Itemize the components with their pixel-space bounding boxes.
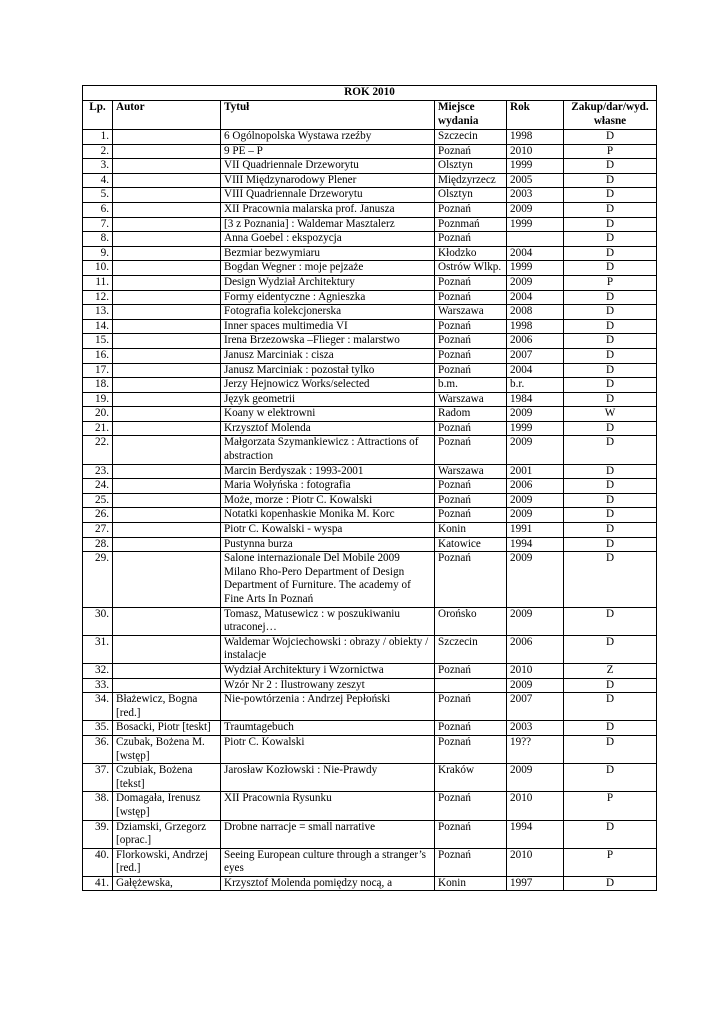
cell-tytul: Salone internazionale Del Mobile 2009 Milano Rho-Pero Department of Design Department of Furniture. The academy of Fine Arts In Poznań xyxy=(221,552,435,607)
cell-lp: 39. xyxy=(83,820,113,848)
cell-autor xyxy=(113,217,221,232)
table-row xyxy=(83,721,657,736)
col-header-rok: Rok xyxy=(507,101,564,130)
cell-autor xyxy=(113,678,221,693)
cell-tytul: Krzysztof Molenda xyxy=(221,421,435,436)
table-row xyxy=(83,820,657,848)
cell-rok: 2005 xyxy=(507,173,564,188)
col-header-tytul: Tytuł xyxy=(221,101,435,130)
cell-autor xyxy=(113,407,221,422)
table-row xyxy=(83,290,657,305)
cell-lp: 15. xyxy=(83,334,113,349)
table-row xyxy=(83,246,657,261)
cell-miejsce: Poznań xyxy=(435,363,507,378)
cell-autor xyxy=(113,508,221,523)
cell-rok: 2006 xyxy=(507,479,564,494)
cell-lp: 25. xyxy=(83,493,113,508)
cell-autor: Gałężewska, xyxy=(113,876,221,891)
cell-miejsce: Poznań xyxy=(435,552,507,607)
cell-rok: 2009 xyxy=(507,764,564,792)
cell-zrodlo: D xyxy=(564,378,657,393)
table-row xyxy=(83,848,657,876)
cell-miejsce: Poznań xyxy=(435,348,507,363)
table-row xyxy=(83,635,657,663)
cell-rok: 1991 xyxy=(507,523,564,538)
cell-zrodlo: D xyxy=(564,721,657,736)
cell-tytul: Wzór Nr 2 : Ilustrowany zeszyt xyxy=(221,678,435,693)
cell-lp: 11. xyxy=(83,275,113,290)
cell-zrodlo: D xyxy=(564,290,657,305)
col-header-lp: Lp. xyxy=(83,101,113,130)
table-row xyxy=(83,130,657,145)
cell-zrodlo: D xyxy=(564,246,657,261)
cell-lp: 23. xyxy=(83,464,113,479)
cell-autor xyxy=(113,392,221,407)
cell-lp: 40. xyxy=(83,848,113,876)
cell-miejsce: Poznań xyxy=(435,721,507,736)
col-header-zrodlo: Zakup/dar/wyd. własne xyxy=(564,101,657,130)
cell-rok: 2010 xyxy=(507,663,564,678)
cell-miejsce: Kraków xyxy=(435,764,507,792)
cell-zrodlo: D xyxy=(564,261,657,276)
header-row xyxy=(83,101,657,130)
table-row xyxy=(83,378,657,393)
cell-miejsce: Warszawa xyxy=(435,305,507,320)
cell-tytul: XII Pracownia malarska prof. Janusza xyxy=(221,202,435,217)
cell-autor xyxy=(113,523,221,538)
cell-autor xyxy=(113,663,221,678)
cell-rok: 1997 xyxy=(507,876,564,891)
cell-miejsce: Poznań xyxy=(435,508,507,523)
table-row xyxy=(83,261,657,276)
cell-zrodlo: P xyxy=(564,848,657,876)
cell-lp: 31. xyxy=(83,635,113,663)
cell-tytul: VII Quadriennale Drzeworytu xyxy=(221,159,435,174)
cell-autor xyxy=(113,635,221,663)
cell-zrodlo: D xyxy=(564,508,657,523)
cell-tytul: Jarosław Kozłowski : Nie-Prawdy xyxy=(221,764,435,792)
cell-rok: 1998 xyxy=(507,130,564,145)
cell-autor xyxy=(113,493,221,508)
table-row xyxy=(83,493,657,508)
cell-miejsce: Warszawa xyxy=(435,464,507,479)
col-header-autor: Autor xyxy=(113,101,221,130)
table-title: ROK 2010 xyxy=(83,86,657,101)
cell-rok: 2004 xyxy=(507,290,564,305)
cell-rok: 2009 xyxy=(507,202,564,217)
cell-lp: 27. xyxy=(83,523,113,538)
cell-rok: 2009 xyxy=(507,678,564,693)
cell-tytul: Krzysztof Molenda pomiędzy nocą, a xyxy=(221,876,435,891)
cell-zrodlo: D xyxy=(564,607,657,635)
table-row xyxy=(83,479,657,494)
cell-tytul: Wydział Architektury i Wzornictwa xyxy=(221,663,435,678)
cell-zrodlo: D xyxy=(564,735,657,763)
cell-autor xyxy=(113,537,221,552)
table-row xyxy=(83,188,657,203)
cell-tytul: Piotr C. Kowalski - wyspa xyxy=(221,523,435,538)
cell-zrodlo: D xyxy=(564,876,657,891)
cell-miejsce: Poznań xyxy=(435,275,507,290)
cell-autor xyxy=(113,202,221,217)
cell-autor xyxy=(113,159,221,174)
cell-tytul: Jerzy Hejnowicz Works/selected xyxy=(221,378,435,393)
cell-autor xyxy=(113,290,221,305)
cell-rok: 2009 xyxy=(507,607,564,635)
cell-lp: 3. xyxy=(83,159,113,174)
cell-autor xyxy=(113,334,221,349)
cell-zrodlo: D xyxy=(564,479,657,494)
cell-tytul: Formy eidentyczne : Agnieszka xyxy=(221,290,435,305)
cell-tytul: Anna Goebel : ekspozycja xyxy=(221,232,435,247)
cell-miejsce: Szczecin xyxy=(435,130,507,145)
cell-zrodlo: Z xyxy=(564,663,657,678)
cell-zrodlo: D xyxy=(564,693,657,721)
cell-miejsce: Radom xyxy=(435,407,507,422)
cell-zrodlo: D xyxy=(564,348,657,363)
cell-autor xyxy=(113,348,221,363)
cell-tytul: Fotografia kolekcjonerska xyxy=(221,305,435,320)
cell-lp: 29. xyxy=(83,552,113,607)
cell-miejsce: Poznań xyxy=(435,848,507,876)
table-row xyxy=(83,537,657,552)
table-row xyxy=(83,275,657,290)
cell-rok: 2010 xyxy=(507,792,564,820)
cell-tytul: 6 Ogólnopolska Wystawa rzeźby xyxy=(221,130,435,145)
cell-tytul: Koany w elektrowni xyxy=(221,407,435,422)
cell-tytul: Małgorzata Szymankiewicz : Attractions of abstraction xyxy=(221,436,435,464)
cell-autor: Dziamski, Grzegorz [oprac.] xyxy=(113,820,221,848)
cell-autor xyxy=(113,378,221,393)
cell-autor xyxy=(113,246,221,261)
cell-tytul: Język geometrii xyxy=(221,392,435,407)
cell-zrodlo: D xyxy=(564,392,657,407)
cell-lp: 17. xyxy=(83,363,113,378)
table-row xyxy=(83,735,657,763)
table-row xyxy=(83,436,657,464)
cell-zrodlo: D xyxy=(564,421,657,436)
cell-autor: Czubiak, Bożena [tekst] xyxy=(113,764,221,792)
cell-zrodlo: D xyxy=(564,820,657,848)
table-row xyxy=(83,334,657,349)
cell-rok: 1999 xyxy=(507,261,564,276)
cell-zrodlo: D xyxy=(564,319,657,334)
cell-tytul: Piotr C. Kowalski xyxy=(221,735,435,763)
cell-lp: 8. xyxy=(83,232,113,247)
cell-tytul: Może, morze : Piotr C. Kowalski xyxy=(221,493,435,508)
cell-autor xyxy=(113,552,221,607)
cell-rok: 1999 xyxy=(507,421,564,436)
cell-rok: 2003 xyxy=(507,188,564,203)
cell-rok: 2010 xyxy=(507,144,564,159)
cell-rok: 1999 xyxy=(507,159,564,174)
cell-autor: Błażewicz, Bogna [red.] xyxy=(113,693,221,721)
cell-lp: 13. xyxy=(83,305,113,320)
cell-autor xyxy=(113,464,221,479)
cell-autor xyxy=(113,232,221,247)
cell-rok: 2006 xyxy=(507,334,564,349)
cell-lp: 38. xyxy=(83,792,113,820)
cell-tytul: Bogdan Wegner : moje pejzaże xyxy=(221,261,435,276)
table-row xyxy=(83,764,657,792)
table-row xyxy=(83,523,657,538)
cell-miejsce: Poznań xyxy=(435,144,507,159)
table-row xyxy=(83,232,657,247)
cell-tytul: Janusz Marciniak : cisza xyxy=(221,348,435,363)
cell-miejsce: Poznmań xyxy=(435,217,507,232)
cell-miejsce: Poznań xyxy=(435,232,507,247)
cell-miejsce: Warszawa xyxy=(435,392,507,407)
cell-autor: Bosacki, Piotr [teskt] xyxy=(113,721,221,736)
table-row xyxy=(83,363,657,378)
cell-tytul: VIII Międzynarodowy Plener xyxy=(221,173,435,188)
cell-tytul: [3 z Poznania] : Waldemar Masztalerz xyxy=(221,217,435,232)
cell-miejsce: Ostrów Wlkp. xyxy=(435,261,507,276)
cell-lp: 20. xyxy=(83,407,113,422)
cell-rok: 1994 xyxy=(507,537,564,552)
cell-lp: 1. xyxy=(83,130,113,145)
cell-lp: 22. xyxy=(83,436,113,464)
cell-rok: 2009 xyxy=(507,436,564,464)
cell-rok: 2001 xyxy=(507,464,564,479)
cell-lp: 21. xyxy=(83,421,113,436)
table-row xyxy=(83,173,657,188)
cell-rok: 2004 xyxy=(507,246,564,261)
cell-tytul: XII Pracownia Rysunku xyxy=(221,792,435,820)
cell-autor: Czubak, Bożena M. [wstęp] xyxy=(113,735,221,763)
cell-zrodlo: D xyxy=(564,678,657,693)
cell-tytul: Marcin Berdyszak : 1993-2001 xyxy=(221,464,435,479)
cell-rok: 2003 xyxy=(507,721,564,736)
cell-autor xyxy=(113,173,221,188)
cell-tytul: Nie-powtórzenia : Andrzej Pepłoński xyxy=(221,693,435,721)
cell-tytul: 9 PE – P xyxy=(221,144,435,159)
col-header-miejsce: Miejsce wydania xyxy=(435,101,507,130)
cell-zrodlo: D xyxy=(564,334,657,349)
cell-zrodlo: P xyxy=(564,275,657,290)
cell-rok: 2009 xyxy=(507,508,564,523)
cell-tytul: Inner spaces multimedia VI xyxy=(221,319,435,334)
cell-miejsce: Szczecin xyxy=(435,635,507,663)
cell-rok: 19?? xyxy=(507,735,564,763)
table-row xyxy=(83,607,657,635)
cell-lp: 36. xyxy=(83,735,113,763)
table-row xyxy=(83,421,657,436)
cell-tytul: Pustynna burza xyxy=(221,537,435,552)
cell-autor xyxy=(113,319,221,334)
cell-zrodlo: D xyxy=(564,173,657,188)
cell-tytul: Bezmiar bezwymiaru xyxy=(221,246,435,261)
cell-rok: 1999 xyxy=(507,217,564,232)
cell-lp: 19. xyxy=(83,392,113,407)
table-row xyxy=(83,305,657,320)
cell-lp: 32. xyxy=(83,663,113,678)
cell-zrodlo: P xyxy=(564,144,657,159)
cell-lp: 16. xyxy=(83,348,113,363)
cell-rok: 1994 xyxy=(507,820,564,848)
cell-autor xyxy=(113,421,221,436)
cell-lp: 41. xyxy=(83,876,113,891)
cell-miejsce: Konin xyxy=(435,876,507,891)
cell-lp: 26. xyxy=(83,508,113,523)
table-row xyxy=(83,508,657,523)
cell-lp: 4. xyxy=(83,173,113,188)
cell-miejsce: Olsztyn xyxy=(435,188,507,203)
cell-lp: 37. xyxy=(83,764,113,792)
cell-tytul: Waldemar Wojciechowski : obrazy / obiekty / instalacje xyxy=(221,635,435,663)
cell-autor xyxy=(113,363,221,378)
cell-zrodlo: D xyxy=(564,523,657,538)
cell-autor xyxy=(113,436,221,464)
cell-tytul: Janusz Marciniak : pozostał tylko xyxy=(221,363,435,378)
cell-miejsce: Poznań xyxy=(435,334,507,349)
table-row xyxy=(83,693,657,721)
table-row xyxy=(83,876,657,891)
cell-rok: 2006 xyxy=(507,635,564,663)
cell-rok: 1984 xyxy=(507,392,564,407)
cell-miejsce: Katowice xyxy=(435,537,507,552)
cell-lp: 28. xyxy=(83,537,113,552)
cell-rok: 2010 xyxy=(507,848,564,876)
cell-tytul: Maria Wołyńska : fotografia xyxy=(221,479,435,494)
cell-lp: 24. xyxy=(83,479,113,494)
cell-tytul: Notatki kopenhaskie Monika M. Korc xyxy=(221,508,435,523)
cell-autor xyxy=(113,275,221,290)
cell-lp: 33. xyxy=(83,678,113,693)
cell-miejsce: Poznań xyxy=(435,820,507,848)
cell-zrodlo: W xyxy=(564,407,657,422)
table-row xyxy=(83,678,657,693)
cell-rok: 2009 xyxy=(507,493,564,508)
cell-autor: Florkowski, Andrzej [red.] xyxy=(113,848,221,876)
cell-zrodlo: D xyxy=(564,305,657,320)
table-row xyxy=(83,792,657,820)
cell-rok: 1998 xyxy=(507,319,564,334)
table-row xyxy=(83,202,657,217)
cell-miejsce: Międzyrzecz xyxy=(435,173,507,188)
cell-miejsce: Poznań xyxy=(435,319,507,334)
cell-miejsce: Orońsko xyxy=(435,607,507,635)
table-row xyxy=(83,552,657,607)
cell-rok: 2009 xyxy=(507,275,564,290)
cell-miejsce: Poznań xyxy=(435,479,507,494)
cell-miejsce: Kłodzko xyxy=(435,246,507,261)
cell-lp: 7. xyxy=(83,217,113,232)
cell-miejsce: Poznań xyxy=(435,493,507,508)
cell-rok: b.r. xyxy=(507,378,564,393)
cell-miejsce: b.m. xyxy=(435,378,507,393)
cell-zrodlo: D xyxy=(564,537,657,552)
cell-zrodlo: P xyxy=(564,792,657,820)
table-row xyxy=(83,319,657,334)
cell-zrodlo: D xyxy=(564,232,657,247)
cell-miejsce: Poznań xyxy=(435,436,507,464)
cell-autor xyxy=(113,188,221,203)
table-body xyxy=(83,130,657,891)
cell-tytul: Tomasz, Matusewicz : w poszukiwaniu utraconej… xyxy=(221,607,435,635)
cell-lp: 2. xyxy=(83,144,113,159)
cell-zrodlo: D xyxy=(564,188,657,203)
cell-miejsce: Olsztyn xyxy=(435,159,507,174)
cell-zrodlo: D xyxy=(564,202,657,217)
cell-miejsce: Konin xyxy=(435,523,507,538)
table-row xyxy=(83,159,657,174)
cell-zrodlo: D xyxy=(564,552,657,607)
cell-miejsce xyxy=(435,678,507,693)
cell-rok: 2008 xyxy=(507,305,564,320)
cell-lp: 14. xyxy=(83,319,113,334)
cell-tytul: Design Wydział Architektury xyxy=(221,275,435,290)
cell-rok xyxy=(507,232,564,247)
cell-zrodlo: D xyxy=(564,764,657,792)
cell-zrodlo: D xyxy=(564,635,657,663)
inventory-table xyxy=(82,85,657,891)
table-row xyxy=(83,348,657,363)
cell-rok: 2007 xyxy=(507,693,564,721)
cell-zrodlo: D xyxy=(564,217,657,232)
cell-rok: 2004 xyxy=(507,363,564,378)
cell-lp: 18. xyxy=(83,378,113,393)
cell-lp: 35. xyxy=(83,721,113,736)
table-row xyxy=(83,663,657,678)
cell-autor xyxy=(113,261,221,276)
cell-tytul: Seeing European culture through a stranger’s eyes xyxy=(221,848,435,876)
cell-autor xyxy=(113,479,221,494)
cell-miejsce: Poznań xyxy=(435,202,507,217)
cell-lp: 12. xyxy=(83,290,113,305)
table-row xyxy=(83,464,657,479)
cell-tytul: Traumtagebuch xyxy=(221,721,435,736)
table-row xyxy=(83,407,657,422)
cell-lp: 34. xyxy=(83,693,113,721)
cell-autor xyxy=(113,130,221,145)
cell-zrodlo: D xyxy=(564,436,657,464)
cell-autor: Domagała, Irenusz [wstęp] xyxy=(113,792,221,820)
cell-rok: 2007 xyxy=(507,348,564,363)
cell-miejsce: Poznań xyxy=(435,663,507,678)
cell-tytul: Drobne narracje = small narrative xyxy=(221,820,435,848)
cell-zrodlo: D xyxy=(564,130,657,145)
cell-zrodlo: D xyxy=(564,464,657,479)
cell-tytul: Irena Brzezowska –Flieger : malarstwo xyxy=(221,334,435,349)
cell-miejsce: Poznań xyxy=(435,421,507,436)
table-row xyxy=(83,392,657,407)
cell-lp: 9. xyxy=(83,246,113,261)
cell-zrodlo: D xyxy=(564,363,657,378)
cell-miejsce: Poznań xyxy=(435,735,507,763)
table-row xyxy=(83,217,657,232)
table-row xyxy=(83,144,657,159)
cell-lp: 6. xyxy=(83,202,113,217)
cell-tytul: VIII Quadriennale Drzeworytu xyxy=(221,188,435,203)
cell-lp: 5. xyxy=(83,188,113,203)
cell-autor xyxy=(113,305,221,320)
cell-miejsce: Poznań xyxy=(435,792,507,820)
cell-autor xyxy=(113,144,221,159)
cell-miejsce: Poznań xyxy=(435,290,507,305)
cell-autor xyxy=(113,607,221,635)
cell-lp: 10. xyxy=(83,261,113,276)
cell-zrodlo: D xyxy=(564,493,657,508)
cell-rok: 2009 xyxy=(507,552,564,607)
cell-miejsce: Poznań xyxy=(435,693,507,721)
cell-rok: 2009 xyxy=(507,407,564,422)
cell-lp: 30. xyxy=(83,607,113,635)
cell-zrodlo: D xyxy=(564,159,657,174)
